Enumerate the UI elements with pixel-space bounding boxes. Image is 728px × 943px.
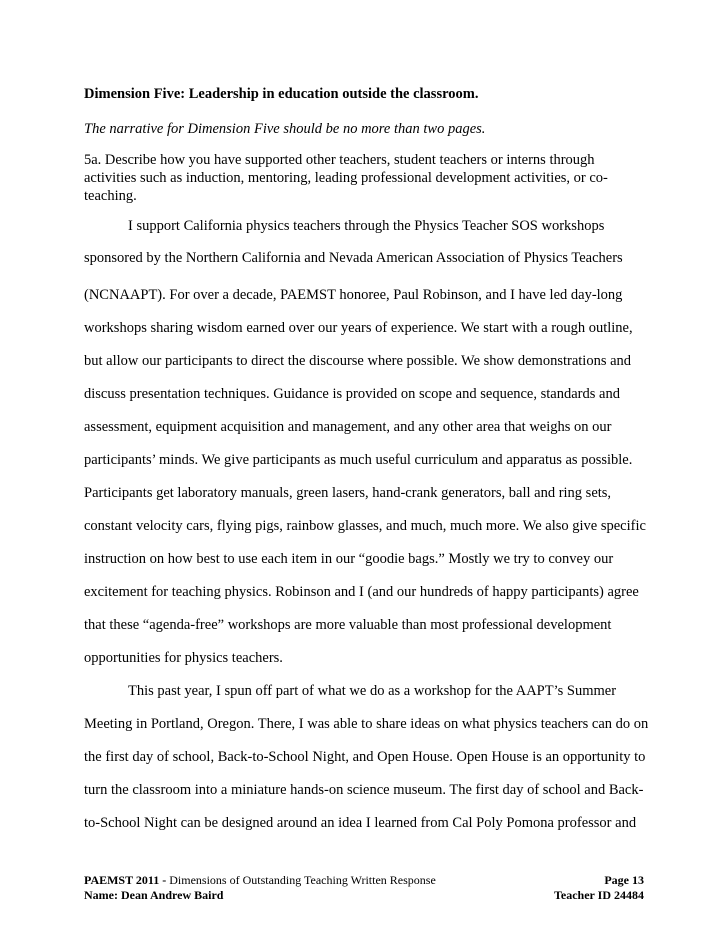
- footer-program: PAEMST 2011 -: [84, 873, 167, 887]
- body-line: that these “agenda-free” workshops are more valuable than most professional development: [84, 617, 612, 633]
- body-line: turn the classroom into a miniature hands-on science museum. The first day of school and Back-: [84, 782, 644, 798]
- body-line: to-School Night can be designed around an idea I learned from Cal Poly Pomona professor and: [84, 815, 637, 831]
- body-line: Meeting in Portland, Oregon. There, I was able to share ideas on what physics teachers can do on: [84, 716, 649, 732]
- teacher-id: Teacher ID 24484: [554, 888, 644, 902]
- body-line: but allow our participants to direct the discourse where possible. We show demonstrations and: [84, 353, 632, 369]
- footer-doc-title: Dimensions of Outstanding Teaching Written Response: [166, 873, 436, 887]
- body-line: the first day of school, Back-to-School Night, and Open House. Open House is an opportunity to: [84, 749, 646, 765]
- body-line: This past year, I spun off part of what we do as a workshop for the AAPT’s Summer: [128, 683, 617, 699]
- body-line: constant velocity cars, flying pigs, rainbow glasses, and much, much more. We also give specific: [84, 518, 646, 534]
- body-line: excitement for teaching physics. Robinson and I (and our hundreds of happy participants) agree: [84, 584, 639, 600]
- footer-title: [84, 873, 436, 888]
- body-line: (NCNAAPT). For over a decade, PAEMST honoree, Paul Robinson, and I have led day-long: [84, 287, 623, 303]
- prompt-question: 5a. Describe how you have supported other teachers, student teachers or interns through activities such as induction, mentoring, leading professional development activities, or co-teaching.: [84, 152, 608, 204]
- body-line: participants’ minds. We give participants as much useful curriculum and apparatus as possible.: [84, 452, 633, 468]
- page-number: Page 13: [604, 873, 644, 887]
- body-line: workshops sharing wisdom earned over our years of experience. We start with a rough outline,: [84, 320, 633, 336]
- body-line: sponsored by the Northern California and Nevada American Association of Physics Teachers: [84, 250, 623, 266]
- body-line: discuss presentation techniques. Guidance is provided on scope and sequence, standards and: [84, 386, 620, 402]
- body-line: Participants get laboratory manuals, green lasers, hand-crank generators, ball and ring sets,: [84, 485, 612, 501]
- footer-name: Name: Dean Andrew Baird: [84, 888, 224, 902]
- body-line: assessment, equipment acquisition and management, and any other area that weighs on our: [84, 419, 612, 435]
- page-footer-left: [84, 873, 436, 903]
- body-line: opportunities for physics teachers.: [84, 650, 283, 666]
- page-footer-right: [554, 873, 644, 903]
- body-line: instruction on how best to use each item in our “goodie bags.” Mostly we try to convey our: [84, 551, 614, 567]
- section-heading: Dimension Five: Leadership in education outside the classroom.: [84, 86, 479, 102]
- body-line: I support California physics teachers through the Physics Teacher SOS workshops: [128, 218, 605, 234]
- length-note: The narrative for Dimension Five should be no more than two pages.: [84, 121, 486, 137]
